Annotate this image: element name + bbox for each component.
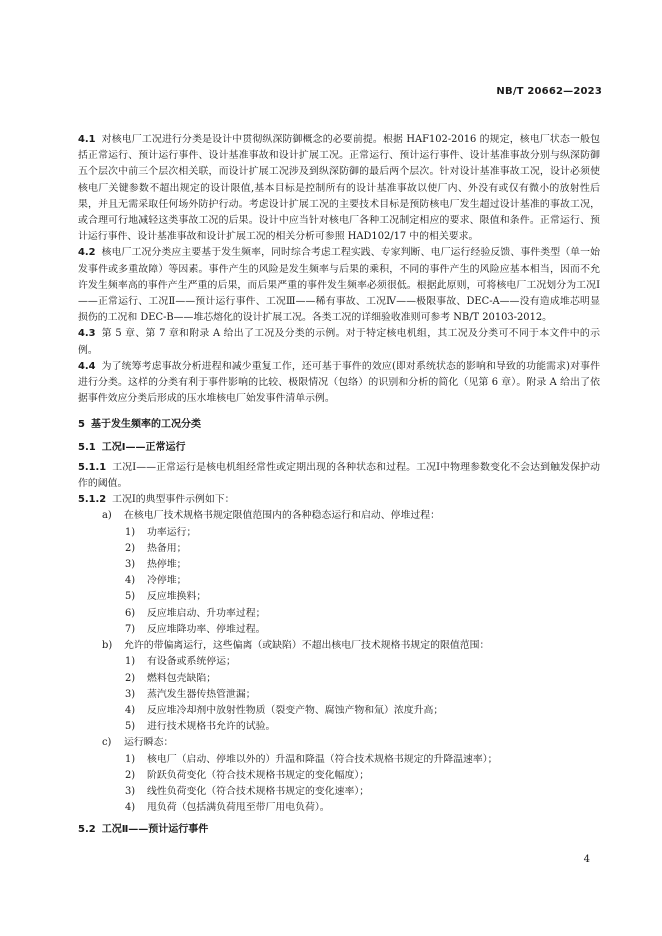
clause-4-1 xyxy=(78,132,600,245)
list-label: 3) xyxy=(125,559,136,571)
clause-4-3 xyxy=(78,326,600,358)
list-label: 3) xyxy=(125,688,136,700)
list-label: 7) xyxy=(125,623,136,635)
list-label: 2) xyxy=(125,672,136,684)
list-label: 5) xyxy=(125,721,136,733)
standard-number: NB/T 20662—2023 xyxy=(496,86,602,97)
list-text: 反应堆启动、升功率过程； xyxy=(147,607,266,619)
list-item xyxy=(125,557,600,573)
list-text: 反应堆冷却剂中放射性物质（裂变产物、腐蚀产物和氚）浓度升高； xyxy=(147,704,444,716)
list-label: 4) xyxy=(125,575,136,587)
list-text: 有设备或系统停运； xyxy=(147,656,236,668)
list-item xyxy=(125,654,600,670)
list-text: 热备用； xyxy=(147,542,187,554)
list-label: c) xyxy=(102,737,112,749)
list-item xyxy=(125,719,600,735)
list-text: 线性负荷变化（符合技术规格书规定的变化速率）； xyxy=(147,785,370,797)
section-5-1-heading xyxy=(78,440,600,456)
clause-number: 4.3 xyxy=(78,328,96,340)
clause-number: 4.1 xyxy=(78,134,96,145)
list-text: 阶跃负荷变化（符合技术规格书规定的变化幅度）； xyxy=(147,769,370,781)
list-item xyxy=(125,573,600,589)
list-item xyxy=(125,768,600,784)
section-5-heading xyxy=(78,417,600,433)
clause-text: 第 5 章、第 7 章和附录 A 给出了工况及分类的示例。对于特定核电机组，其工况及分类可不同于本文件中的示例。 xyxy=(78,328,600,356)
list-text: 反应堆换料； xyxy=(147,591,207,603)
clause-5-1-1 xyxy=(78,460,600,492)
section-number: 5 xyxy=(78,419,85,431)
page-number: 4 xyxy=(583,854,590,865)
list-item xyxy=(125,606,600,622)
clause-text: 对核电厂工况进行分类是设计中贯彻纵深防御概念的必要前提。根据 HAF102-2016 的规定，核电厂状态一般包括正常运行、预计运行事件、设计基准事故和设计扩展工况。正常运行、预计运行事件、设计基准事故分别与纵深防御五个层次中前三个层次相关联，而设计扩展工况涉及到纵深防御的最后两个层次。针对设计基准事故工况，设计必须使核电厂关键参数不超出规定的设计限值,基本目标是控制所有的设计基准事故以使厂内、外没有或仅有微小的放射性后果，并且无需采取任何场外防护行动。考虑设计扩展工况的主要技术目标是预防核电厂发生超过设计基准的事故工况，或合理可行地减轻这类事故工况的后果。设计中应当针对核电厂各种工况制定相应的要求、限值和条件。正常运行、预计运行事件、设计基准事故和设计扩展工况的相关分析可参照 HAD102/17 中的相关要求。 xyxy=(78,134,600,243)
list-item-c xyxy=(102,735,600,751)
list-item-b xyxy=(102,638,600,654)
list-item xyxy=(125,589,600,605)
clause-number: 4.2 xyxy=(78,247,96,259)
clause-number: 5.1.2 xyxy=(78,494,107,506)
section-title: 工况Ⅰ——正常运行 xyxy=(101,441,186,453)
list-item xyxy=(125,703,600,719)
clause-4-2 xyxy=(78,245,600,326)
list-label: 5) xyxy=(125,591,136,603)
list-item xyxy=(125,784,600,800)
page-content xyxy=(78,132,600,839)
list-text: 热停堆； xyxy=(147,559,187,571)
list-label: 4) xyxy=(125,802,136,814)
list-label: 1) xyxy=(125,526,136,538)
list-label: 3) xyxy=(125,785,136,797)
list-label: 4) xyxy=(125,704,136,716)
clause-text: 工况Ⅰ——正常运行是核电机组经常性或定期出现的各种状态和过程。工况Ⅰ中物理参数变化不会达到触发保护动作的阈值。 xyxy=(78,461,600,490)
list-item xyxy=(125,687,600,703)
clause-text: 核电厂工况分类应主要基于发生频率，同时综合考虑工程实践、专家判断、电厂运行经验反馈、事件类型（单一始发事件或多重故障）等因素。事件产生的风险是发生频率与后果的乘积，不同的事件产生的风险应基本相当，因而不允许发生频率高的事件产生严重的后果，而后果严重的事件发生频率必须很低。根据此原则，可将核电厂工况划分为工况Ⅰ——正常运行、工况Ⅱ——预计运行事件、工况Ⅲ——稀有事故、工况Ⅳ——极限事故、DEC-A——没有造成堆芯明显损伤的工况和 DEC-B——堆芯熔化的设计扩展工况。各类工况的详细验收准则可参考 NB/T 20103-2012。 xyxy=(78,247,600,324)
clause-4-4 xyxy=(78,359,600,408)
list-label: 1) xyxy=(125,753,136,765)
clause-number: 4.4 xyxy=(78,360,96,372)
list-item-a xyxy=(102,508,600,524)
section-title: 工况Ⅱ——预计运行事件 xyxy=(101,824,209,836)
list-text: 运行瞬态： xyxy=(124,737,174,749)
list-item xyxy=(125,800,600,816)
list-item xyxy=(125,752,600,768)
list-text: 燃料包壳缺陷； xyxy=(147,672,217,684)
list-text: 在核电厂技术规格书规定限值范围内的各种稳态运行和启动、停堆过程： xyxy=(124,510,441,522)
clause-number: 5.1.1 xyxy=(78,461,107,473)
list-label: 6) xyxy=(125,607,136,619)
clause-text: 为了统筹考虑事故分析进程和减少重复工作，还可基于事件的效应(即对系统状态的影响和导致的功能需求)对事件进行分类。这样的分类有利于事件影响的比较、极限情况（包络）的识别和分析的简化（见第 6 章）。附录 A 给出了依据事件效应分类后形成的压水堆核电厂始发事件清单示例。 xyxy=(78,360,600,405)
list-text: 甩负荷（包括满负荷甩至带厂用电负荷）。 xyxy=(147,802,330,814)
list-text: 反应堆降功率、停堆过程。 xyxy=(147,623,266,635)
list-text: 允许的带偏离运行，这些偏离（或缺陷）不超出核电厂技术规格书规定的限值范围： xyxy=(124,640,490,652)
section-5-2-heading xyxy=(78,822,600,838)
list-label: b) xyxy=(102,640,113,652)
section-title: 基于发生频率的工况分类 xyxy=(90,419,201,431)
clause-5-1-2 xyxy=(78,492,600,508)
list-label: 1) xyxy=(125,656,136,668)
list-text: 蒸汽发生器传热管泄漏； xyxy=(147,688,256,700)
list-item xyxy=(125,622,600,638)
list-item xyxy=(125,525,600,541)
list-text: 进行技术规格书允许的试验。 xyxy=(147,721,276,733)
list-label: 2) xyxy=(125,769,136,781)
section-number: 5.2 xyxy=(78,824,96,836)
list-label: a) xyxy=(102,510,112,522)
list-text: 核电厂（启动、停堆以外的）升温和降温（符合技术规格书规定的升降温速率）； xyxy=(147,753,498,765)
list-text: 功率运行； xyxy=(147,526,197,538)
list-item xyxy=(125,671,600,687)
list-item xyxy=(125,541,600,557)
list-label: 2) xyxy=(125,542,136,554)
list-text: 冷停堆； xyxy=(147,575,187,587)
clause-text: 工况Ⅰ的典型事件示例如下： xyxy=(112,494,235,506)
section-number: 5.1 xyxy=(78,441,96,453)
